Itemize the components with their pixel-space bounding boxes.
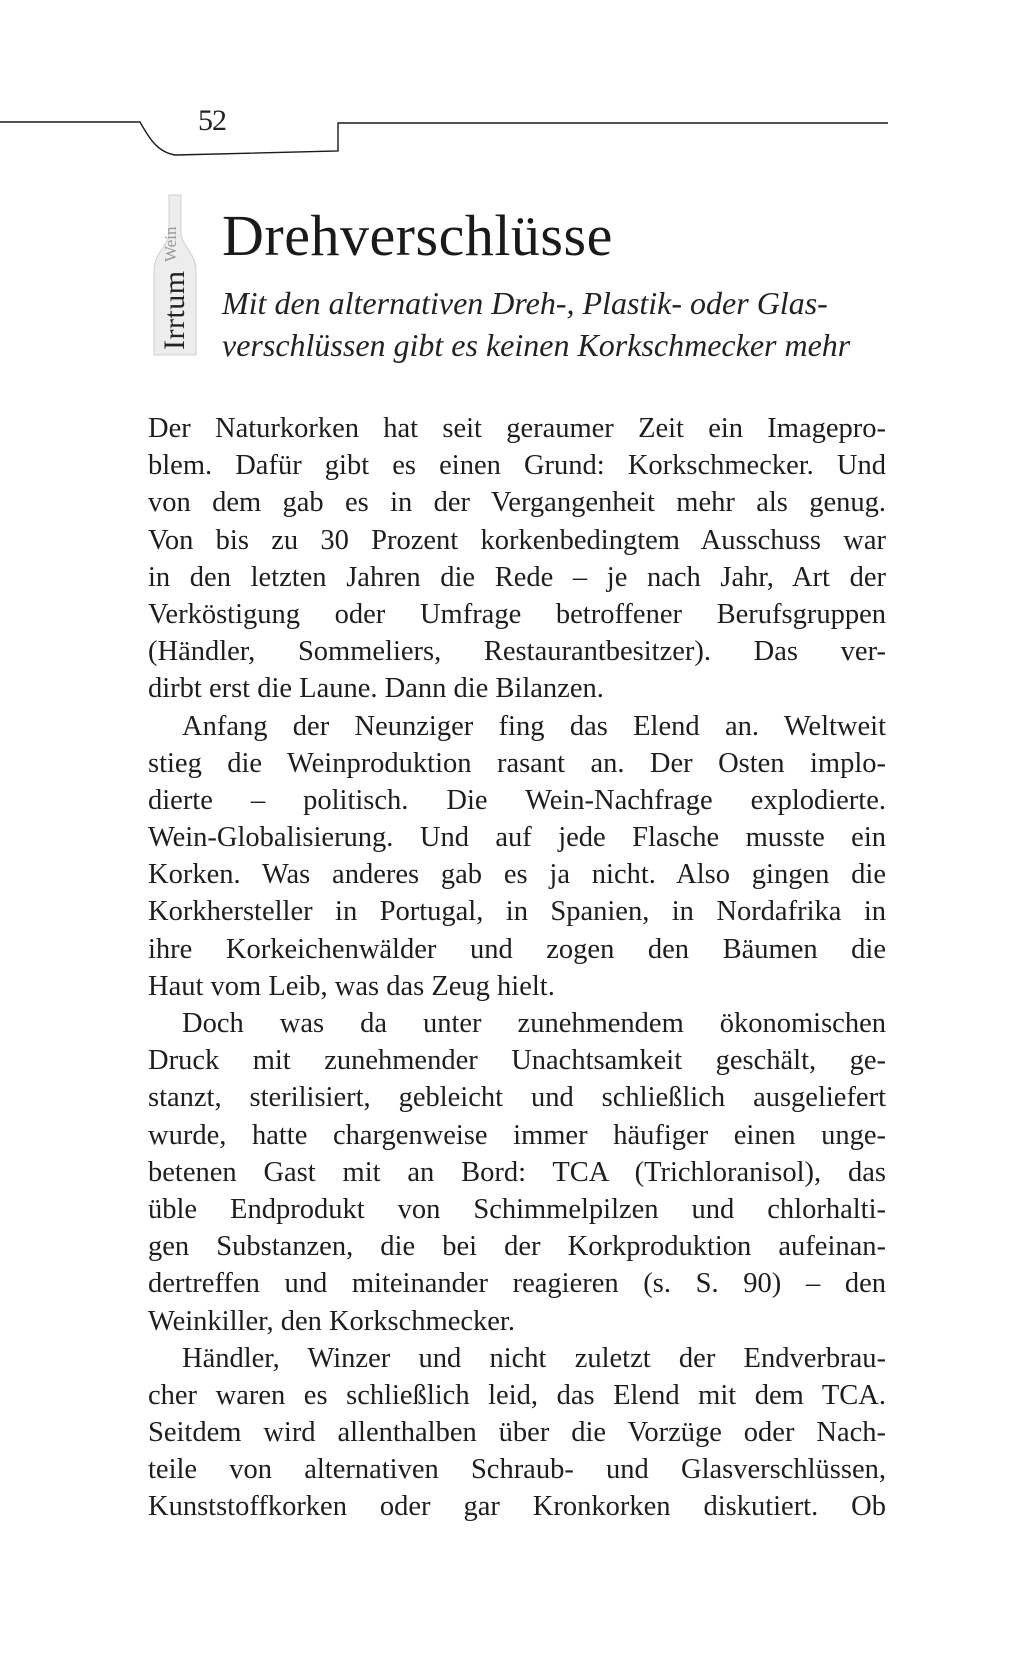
text-line: Anfang der Neunziger fing das Elend an. Weltweit — [182, 710, 886, 742]
text-line: Korkhersteller in Portugal, in Spanien, in Nordafrika in — [148, 896, 886, 928]
subtitle-line: Mit den alternativen Dreh-, Plastik- oder Glas- — [222, 285, 828, 321]
text-line: Der Naturkorken hat seit geraumer Zeit ein Imagepro- — [148, 413, 886, 444]
paragraph — [148, 1340, 886, 1526]
text-line: Von bis zu 30 Prozent korkenbedingtem Ausschuss war — [148, 524, 886, 556]
text-line: Doch was da unter zunehmendem ökonomischen — [182, 1008, 886, 1039]
text-line: Haut vom Leib, was das Zeug hielt. — [148, 970, 555, 1002]
chapter-title: Drehverschlüsse — [222, 203, 613, 268]
text-line: dirbt erst die Laune. Dann die Bilanzen. — [148, 673, 604, 705]
text-line: betenen Gast mit an Bord: TCA (Trichloranisol), das — [148, 1156, 886, 1188]
text-line: von dem gab es in der Vergangenheit mehr als genug. — [148, 487, 886, 519]
chapter-subtitle — [222, 282, 872, 366]
text-line: Händler, Winzer und nicht zuletzt der Endverbrau- — [182, 1342, 886, 1374]
text-line: gen Substanzen, die bei der Korkproduktion aufeinan- — [148, 1231, 886, 1263]
badge-label-irrtum: Irrtum — [158, 270, 191, 350]
text-line: stieg die Weinproduktion rasant an. Der Osten implo- — [148, 747, 886, 779]
text-line: wurde, hatte chargenweise immer häufiger einen unge- — [148, 1119, 886, 1151]
text-line: teile von alternativen Schraub- und Glasverschlüssen, — [148, 1454, 886, 1486]
text-line: Weinkiller, den Korkschmecker. — [148, 1305, 515, 1337]
subtitle-line: verschlüssen gibt es keinen Korkschmecker mehr — [222, 327, 851, 363]
text-line: stanzt, sterilisiert, gebleicht und schließlich ausgeliefert — [148, 1082, 886, 1114]
text-line: Kunststoffkorken oder gar Kronkorken diskutiert. Ob — [148, 1491, 886, 1523]
text-line: Korken. Was anderes gab es ja nicht. Also gingen die — [148, 859, 886, 891]
text-line: cher waren es schließlich leid, das Elend mit dem TCA. — [148, 1379, 886, 1411]
paragraph — [148, 1005, 886, 1340]
paragraph — [148, 410, 886, 708]
text-line: Druck mit zunehmender Unachtsamkeit geschält, ge- — [148, 1045, 886, 1077]
badge-label-wein: Wein — [161, 226, 180, 262]
text-line: Verköstigung oder Umfrage betroffener Berufsgruppen — [148, 598, 886, 630]
text-line: Wein-Globalisierung. Und auf jede Flasche musste ein — [148, 822, 886, 854]
text-line: ihre Korkeichenwälder und zogen den Bäumen die — [148, 933, 886, 965]
header-rule — [0, 0, 1024, 170]
body-text — [148, 410, 886, 1526]
text-line: dertreffen und miteinander reagieren (s. S. 90) – den — [148, 1268, 886, 1300]
page-number: 52 — [198, 104, 226, 137]
text-line: Seitdem wird allenthalben über die Vorzüge oder Nach- — [148, 1417, 886, 1449]
text-line: in den letzten Jahren die Rede – je nach Jahr, Art der — [148, 561, 886, 593]
paragraph — [148, 708, 886, 1006]
text-line: blem. Dafür gibt es einen Grund: Korkschmecker. Und — [148, 450, 886, 482]
text-line: (Händler, Sommeliers, Restaurantbesitzer). Das ver- — [148, 636, 886, 668]
text-line: üble Endprodukt von Schimmelpilzen und chlorhalti- — [148, 1193, 886, 1225]
text-line: dierte – politisch. Die Wein-Nachfrage explodierte. — [148, 784, 886, 816]
